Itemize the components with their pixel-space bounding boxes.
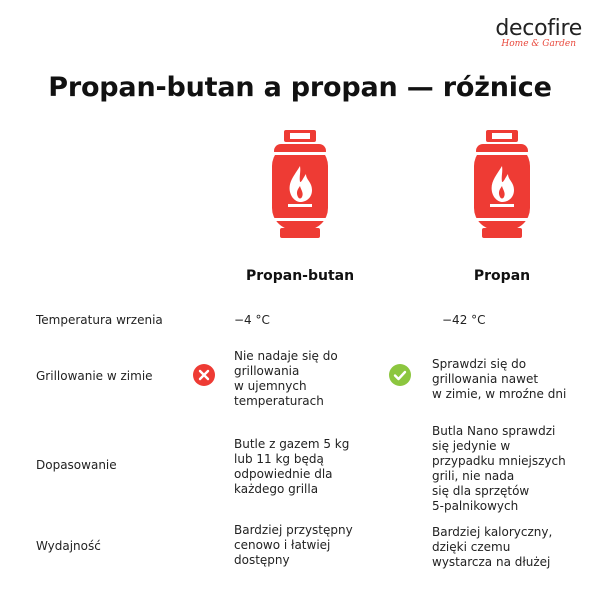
cell-efficiency-propan (432, 525, 582, 570)
row-label-winter-grilling: Grillowanie w zimie (36, 369, 153, 383)
cell-line: grillowania nawet (432, 372, 539, 386)
cell-line: grillowania (234, 364, 300, 378)
cell-line: Nie nadaje się do (234, 349, 338, 363)
logo-brand-text: decofire (495, 16, 582, 41)
cell-line: się jedynie w (432, 439, 511, 453)
cell-temperature-propan-butan (234, 313, 384, 328)
gas-cylinder-icon-right (470, 130, 534, 240)
cell-line: Bardziej kaloryczny, (432, 525, 553, 539)
cell-line: odpowiednie dla (234, 467, 333, 481)
row-label-temperature: Temperatura wrzenia (36, 313, 163, 327)
cell-line: −42 °C (442, 313, 486, 327)
cell-line: każdego grilla (234, 482, 319, 496)
cell-temperature-propan (442, 313, 592, 328)
row-label-fit: Dopasowanie (36, 458, 117, 472)
column-header-propan-butan: Propan-butan (245, 268, 355, 284)
cell-line: Butla Nano sprawdzi (432, 424, 556, 438)
row-label-efficiency: Wydajność (36, 539, 101, 553)
cell-line: 5-palnikowych (432, 499, 519, 513)
cell-line: Bardziej przystępny (234, 523, 353, 537)
cell-efficiency-propan-butan (234, 523, 384, 568)
cell-fit-propan-butan (234, 437, 384, 497)
cell-line: −4 °C (234, 313, 270, 327)
cell-line: się dla sprzętów (432, 484, 530, 498)
page-title: Propan-butan a propan — różnice (48, 72, 552, 103)
cell-line: dostępny (234, 553, 290, 567)
cross-icon (193, 364, 215, 386)
cell-line: w ujemnych (234, 379, 307, 393)
logo-tagline: Home & Garden (501, 39, 576, 49)
cell-line: temperaturach (234, 394, 324, 408)
cell-line: Sprawdzi się do (432, 357, 527, 371)
cell-winter-propan-butan (234, 349, 384, 409)
cell-line: przypadku mniejszych (432, 454, 566, 468)
cell-line: Butle z gazem 5 kg (234, 437, 350, 451)
cell-winter-propan (432, 357, 582, 402)
cell-line: wystarcza na dłużej (432, 555, 551, 569)
cell-line: cenowo i łatwiej (234, 538, 331, 552)
cell-fit-propan (432, 424, 582, 514)
cell-line: dzięki czemu (432, 540, 511, 554)
cell-line: w zimie, w mroźne dni (432, 387, 567, 401)
cell-line: lub 11 kg będą (234, 452, 324, 466)
brand-logo (472, 16, 582, 49)
gas-cylinder-icon-left (268, 130, 332, 240)
check-icon (389, 364, 411, 386)
column-header-propan: Propan (473, 268, 531, 284)
cell-line: grili, nie nada (432, 469, 515, 483)
